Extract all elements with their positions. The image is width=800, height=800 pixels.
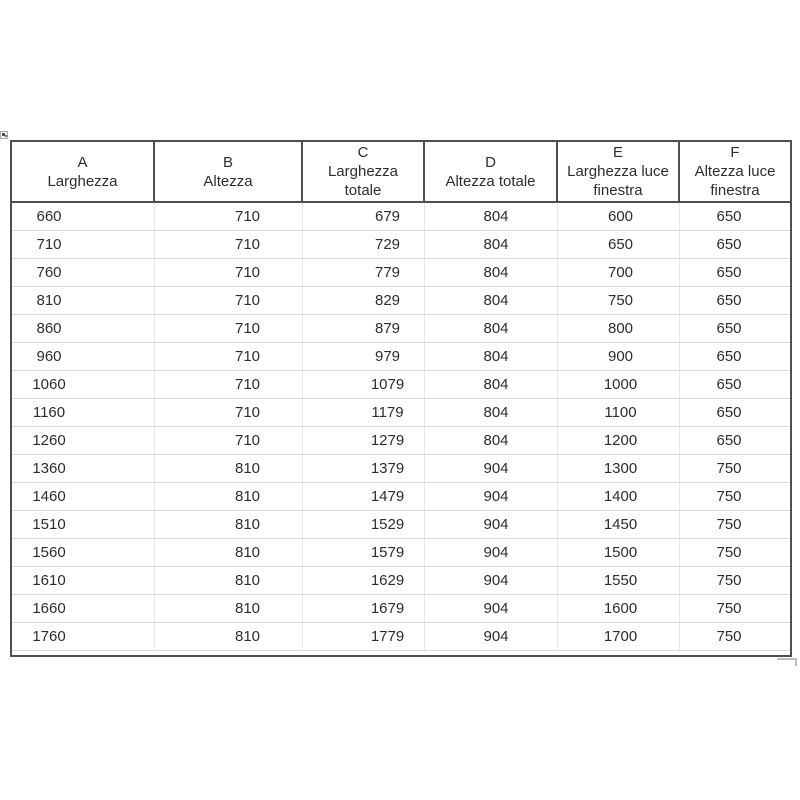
- table-cell: [12, 567, 155, 594]
- table-cell: [303, 259, 425, 286]
- table-cell: [12, 371, 155, 398]
- cell-value: 804: [483, 348, 509, 365]
- cell-value: 1600: [603, 600, 638, 617]
- cell-value: 1610: [32, 572, 66, 589]
- cell-value: 750: [716, 460, 742, 477]
- header-column-label: Larghezza luce: [567, 163, 669, 180]
- cell-value: 904: [483, 516, 509, 533]
- cell-value: 750: [716, 516, 742, 533]
- header-column-letter: D: [485, 153, 496, 171]
- table-cell: [155, 455, 303, 482]
- header-column-letter: E: [612, 144, 623, 161]
- table-cell: [425, 371, 558, 398]
- table-cell: [425, 259, 558, 286]
- table-cell: [680, 343, 790, 370]
- table-cell: [12, 287, 155, 314]
- header-column-label: Larghezza: [47, 172, 118, 190]
- table-cell: [155, 399, 303, 426]
- cell-value: 804: [483, 264, 509, 281]
- table-cell: [680, 455, 790, 482]
- cell-value: 810: [234, 572, 261, 589]
- table-row: [12, 539, 790, 567]
- table-row: [12, 287, 790, 315]
- cell-value: 1300: [603, 460, 638, 477]
- cell-value: 804: [483, 236, 509, 253]
- cell-value: 979: [374, 348, 401, 365]
- table-row: [12, 427, 790, 455]
- cell-value: 810: [234, 460, 261, 477]
- table-cell: [558, 203, 680, 230]
- table-cell: [680, 315, 790, 342]
- table-cell: [680, 231, 790, 258]
- cell-value: 710: [234, 236, 261, 253]
- table-cell: [303, 343, 425, 370]
- table-cell: [155, 511, 303, 538]
- table-cell: [155, 427, 303, 454]
- table-cell: [12, 427, 155, 454]
- cell-value: 710: [234, 348, 261, 365]
- cell-value: 650: [716, 376, 742, 393]
- header-column-label: Altezza: [203, 172, 253, 190]
- cell-value: 779: [374, 264, 401, 281]
- cell-value: 650: [716, 404, 742, 421]
- table-cell: [558, 315, 680, 342]
- table-cell: [680, 259, 790, 286]
- table-cell: [303, 399, 425, 426]
- table-row: [12, 315, 790, 343]
- cell-value: 1760: [32, 628, 66, 645]
- table-cell: [155, 287, 303, 314]
- table-cell: [12, 231, 155, 258]
- cell-value: 710: [234, 264, 261, 281]
- cell-value: 1579: [370, 544, 405, 561]
- table-row: [12, 567, 790, 595]
- table-cell: [425, 623, 558, 650]
- table-cell: [12, 511, 155, 538]
- header-cell-F: [680, 142, 790, 201]
- cell-value: 860: [36, 320, 62, 337]
- table-cell: [558, 623, 680, 650]
- window-sizes-table: [10, 140, 792, 657]
- cell-value: 650: [716, 320, 742, 337]
- cell-value: 710: [234, 432, 261, 449]
- header-column-letter: C: [357, 144, 369, 161]
- table-cell: [155, 483, 303, 510]
- table-cell: [303, 371, 425, 398]
- cell-value: 1679: [370, 600, 405, 617]
- cell-value: 650: [607, 236, 634, 253]
- table-cell: [425, 287, 558, 314]
- table-cell: [12, 259, 155, 286]
- cell-value: 679: [374, 208, 401, 225]
- cell-value: 904: [483, 572, 509, 589]
- table-cell: [12, 315, 155, 342]
- cell-value: 1460: [32, 488, 66, 505]
- table-cell: [425, 567, 558, 594]
- table-cell: [303, 623, 425, 650]
- table-cell: [303, 567, 425, 594]
- table-cell: [12, 539, 155, 566]
- cell-value: 904: [483, 600, 509, 617]
- table-row: [12, 231, 790, 259]
- cell-value: 1660: [32, 600, 66, 617]
- table-cell: [680, 623, 790, 650]
- table-row: [12, 343, 790, 371]
- table-cell: [12, 203, 155, 230]
- header-cell-B: [155, 142, 303, 201]
- cell-value: 810: [36, 292, 62, 309]
- cell-value: 710: [234, 320, 261, 337]
- table-cell: [155, 567, 303, 594]
- cell-value: 810: [234, 516, 261, 533]
- cell-value: 1450: [603, 516, 638, 533]
- cell-value: 804: [483, 404, 509, 421]
- cell-value: 750: [716, 628, 742, 645]
- table-header-row: [12, 142, 790, 203]
- table-move-handle-icon: [0, 131, 8, 139]
- cell-value: 710: [234, 404, 261, 421]
- cell-value: 1160: [32, 404, 66, 421]
- table-cell: [12, 399, 155, 426]
- table-cell: [558, 455, 680, 482]
- table-cell: [425, 315, 558, 342]
- table-cell: [425, 455, 558, 482]
- header-column-label: totale: [344, 182, 382, 199]
- cell-value: 1529: [370, 516, 405, 533]
- header-column-letter: B: [222, 153, 233, 171]
- table-cell: [155, 371, 303, 398]
- table-row: [12, 399, 790, 427]
- cell-value: 750: [716, 544, 742, 561]
- cell-value: 800: [607, 320, 634, 337]
- table-row: [12, 455, 790, 483]
- cell-value: 700: [607, 264, 634, 281]
- table-cell: [12, 455, 155, 482]
- table-cell: [680, 511, 790, 538]
- cell-value: 804: [483, 292, 509, 309]
- table-row: [12, 511, 790, 539]
- table-cell: [680, 427, 790, 454]
- table-cell: [303, 511, 425, 538]
- table-cell: [303, 483, 425, 510]
- table-cell: [12, 595, 155, 622]
- table-cell: [558, 259, 680, 286]
- table-cell: [558, 343, 680, 370]
- table-cell: [680, 371, 790, 398]
- cell-value: 804: [483, 432, 509, 449]
- table-cell: [155, 203, 303, 230]
- cell-value: 1700: [603, 628, 638, 645]
- cell-value: 900: [607, 348, 634, 365]
- table-cell: [12, 483, 155, 510]
- table-cell: [303, 315, 425, 342]
- cell-value: 1510: [32, 516, 66, 533]
- table-cell: [303, 455, 425, 482]
- table-resize-handle-icon: [777, 658, 797, 666]
- table-cell: [425, 511, 558, 538]
- table-cell: [425, 399, 558, 426]
- cell-value: 810: [234, 488, 261, 505]
- cell-value: 1079: [370, 376, 405, 393]
- cell-value: 1500: [603, 544, 638, 561]
- cell-value: 650: [716, 432, 742, 449]
- cell-value: 710: [234, 376, 261, 393]
- table-cell: [303, 539, 425, 566]
- cell-value: 960: [36, 348, 62, 365]
- table-cell: [155, 623, 303, 650]
- cell-value: 729: [374, 236, 401, 253]
- cell-value: 1060: [32, 376, 66, 393]
- cell-value: 750: [716, 488, 742, 505]
- header-cell-A: [12, 142, 155, 201]
- table-cell: [558, 399, 680, 426]
- header-cell-E: [558, 142, 680, 201]
- header-column-label: Larghezza: [327, 163, 399, 180]
- cell-value: 1200: [603, 432, 638, 449]
- cell-value: 879: [374, 320, 401, 337]
- table-row: [12, 623, 790, 651]
- cell-value: 650: [716, 292, 742, 309]
- header-column-letter: A: [77, 153, 88, 171]
- table-cell: [558, 567, 680, 594]
- table-cell: [558, 287, 680, 314]
- cell-value: 904: [483, 628, 509, 645]
- table-cell: [558, 371, 680, 398]
- table-cell: [680, 567, 790, 594]
- table-row: [12, 203, 790, 231]
- cell-value: 710: [234, 208, 261, 225]
- table-cell: [680, 203, 790, 230]
- table-cell: [155, 231, 303, 258]
- cell-value: 804: [483, 320, 509, 337]
- table-cell: [425, 539, 558, 566]
- cell-value: 1560: [32, 544, 66, 561]
- table-cell: [155, 539, 303, 566]
- cell-value: 1629: [370, 572, 405, 589]
- table-cell: [558, 483, 680, 510]
- cell-value: 710: [36, 236, 62, 253]
- table-row: [12, 483, 790, 511]
- cell-value: 904: [483, 460, 509, 477]
- table-row: [12, 259, 790, 287]
- table-cell: [425, 595, 558, 622]
- table-cell: [303, 231, 425, 258]
- cell-value: 904: [483, 488, 509, 505]
- header-column-letter: F: [730, 144, 740, 161]
- cell-value: 750: [716, 600, 742, 617]
- table-row: [12, 371, 790, 399]
- table-cell: [558, 427, 680, 454]
- table-cell: [425, 343, 558, 370]
- cell-value: 810: [234, 544, 261, 561]
- cell-value: 810: [234, 628, 261, 645]
- table-cell: [680, 483, 790, 510]
- cell-value: 829: [374, 292, 401, 309]
- header-cell-C: [303, 142, 425, 201]
- table-cell: [680, 595, 790, 622]
- cell-value: 650: [716, 348, 742, 365]
- table-cell: [155, 343, 303, 370]
- table-cell: [680, 399, 790, 426]
- table-cell: [558, 511, 680, 538]
- cell-value: 650: [716, 208, 742, 225]
- header-column-label: finestra: [593, 182, 643, 199]
- cell-value: 650: [716, 236, 742, 253]
- cell-value: 750: [716, 572, 742, 589]
- header-column-label: finestra: [710, 182, 760, 199]
- table-cell: [303, 427, 425, 454]
- cell-value: 760: [36, 264, 62, 281]
- table-body: [12, 203, 790, 655]
- table-cell: [155, 595, 303, 622]
- cell-value: 660: [36, 208, 62, 225]
- table-cell: [12, 343, 155, 370]
- cell-value: 904: [483, 544, 509, 561]
- cell-value: 1179: [371, 404, 404, 421]
- table-cell: [425, 427, 558, 454]
- cell-value: 1360: [32, 460, 66, 477]
- table-cell: [425, 231, 558, 258]
- cell-value: 1379: [370, 460, 405, 477]
- cell-value: 1550: [603, 572, 638, 589]
- cell-value: 810: [234, 600, 261, 617]
- cell-value: 710: [234, 292, 261, 309]
- table-cell: [558, 539, 680, 566]
- table-cell: [303, 287, 425, 314]
- table-cell: [303, 595, 425, 622]
- cell-value: 600: [607, 208, 634, 225]
- table-cell: [12, 623, 155, 650]
- table-cell: [558, 595, 680, 622]
- cell-value: 804: [483, 376, 509, 393]
- header-column-label: Altezza totale: [445, 172, 536, 190]
- cell-value: 1260: [32, 432, 66, 449]
- header-cell-D: [425, 142, 558, 201]
- cell-value: 650: [716, 264, 742, 281]
- table-cell: [425, 203, 558, 230]
- cell-value: 804: [483, 208, 509, 225]
- cell-value: 750: [607, 292, 634, 309]
- table-cell: [303, 203, 425, 230]
- table-cell: [680, 287, 790, 314]
- table-cell: [425, 483, 558, 510]
- table-cell: [155, 315, 303, 342]
- cell-value: 1479: [370, 488, 405, 505]
- cell-value: 1100: [604, 404, 637, 421]
- cell-value: 1279: [370, 432, 405, 449]
- table-cell: [680, 539, 790, 566]
- cell-value: 1400: [603, 488, 638, 505]
- table-cell: [558, 231, 680, 258]
- table-row: [12, 595, 790, 623]
- cell-value: 1000: [603, 376, 638, 393]
- table-cell: [155, 259, 303, 286]
- header-column-label: Altezza luce: [694, 163, 776, 180]
- cell-value: 1779: [370, 628, 405, 645]
